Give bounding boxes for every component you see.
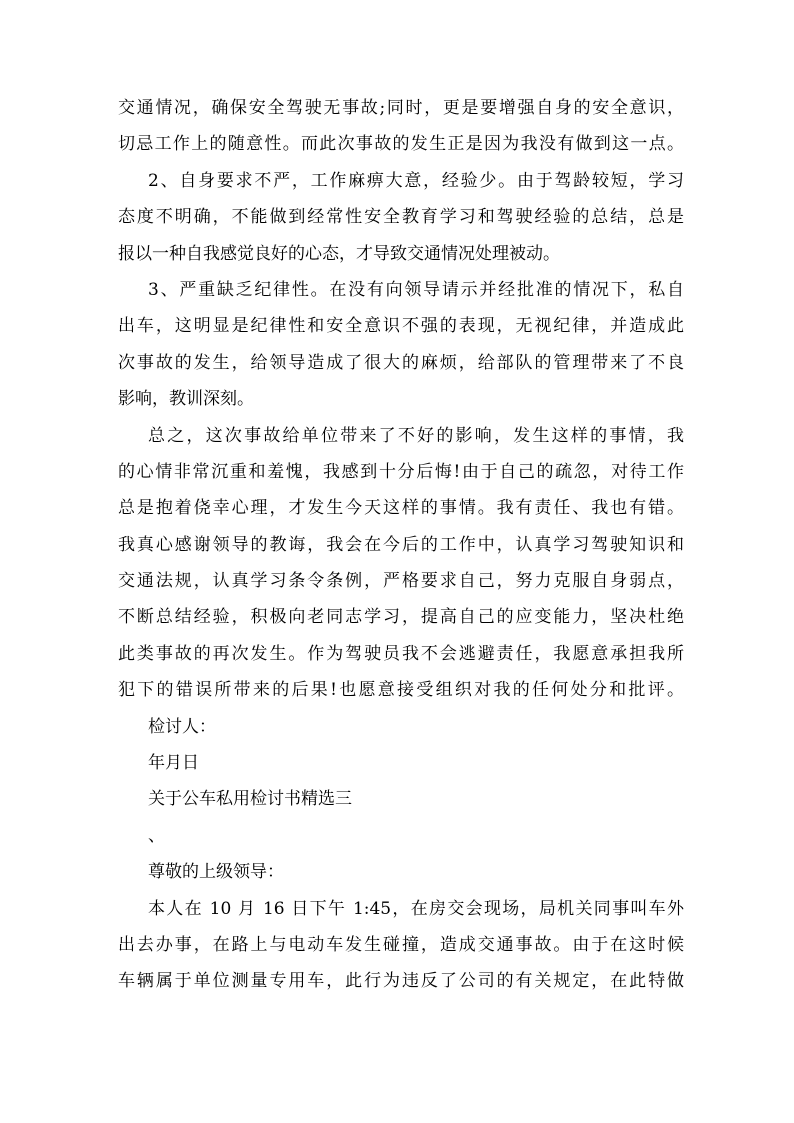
section-heading: 关于公车私用检讨书精选三	[148, 789, 352, 810]
text-line: 3、严重缺乏纪律性。在没有向领导请示并经批准的情况下，私自	[148, 279, 684, 300]
text-line: 我真心感谢领导的教诲，我会在今后的工作中，认真学习驾驶知识和	[118, 534, 684, 555]
text-line: 交通法规，认真学习条令条例，严格要求自己，努力克服自身弱点，	[118, 571, 684, 592]
text-line: 本人在 10 月 16 日下午 1:45，在房交会现场，局机关同事叫车外	[148, 898, 684, 919]
date-line: 年月日	[148, 753, 199, 774]
text-line: 2、自身要求不严，工作麻痹大意，经验少。由于驾龄较短，学习	[148, 170, 684, 191]
text-line: 车辆属于单位测量专用车，此行为违反了公司的有关规定，在此特做	[118, 971, 684, 992]
text-line: 出车，这明显是纪律性和安全意识不强的表现，无视纪律，并造成此	[118, 316, 684, 337]
text-line: 总是抱着侥幸心理，才发生今天这样的事情。我有责任、我也有错。	[118, 498, 684, 519]
text-line: 、	[148, 825, 165, 846]
text-line: 犯下的错误所带来的后果!也愿意接受组织对我的任何处分和批评。	[118, 680, 684, 701]
text-line: 此类事故的再次发生。作为驾驶员我不会逃避责任，我愿意承担我所	[118, 643, 684, 664]
text-line: 总之，这次事故给单位带来了不好的影响，发生这样的事情，我	[148, 425, 684, 446]
text-line: 影响，教训深刻。	[118, 389, 254, 410]
text-line: 的心情非常沉重和羞愧，我感到十分后悔!由于自己的疏忽，对待工作	[118, 461, 684, 482]
text-line: 报以一种自我感觉良好的心态，才导致交通情况处理被动。	[118, 243, 560, 264]
document-body	[118, 90, 684, 1000]
signature-label: 检讨人：	[148, 716, 216, 737]
text-line: 不断总结经验，积极向老同志学习，提高自己的应变能力，坚决杜绝	[118, 607, 684, 628]
text-line: 态度不明确，不能做到经常性安全教育学习和驾驶经验的总结，总是	[118, 207, 684, 228]
text-line: 次事故的发生，给领导造成了很大的麻烦，给部队的管理带来了不良	[118, 352, 684, 373]
text-line: 切忌工作上的随意性。而此次事故的发生正是因为我没有做到这一点。	[118, 134, 684, 155]
text-line: 出去办事，在路上与电动车发生碰撞，造成交通事故。由于在这时候	[118, 934, 684, 955]
text-line: 交通情况，确保安全驾驶无事故;同时，更是要增强自身的安全意识，	[118, 98, 684, 118]
salutation: 尊敬的上级领导：	[148, 862, 284, 883]
